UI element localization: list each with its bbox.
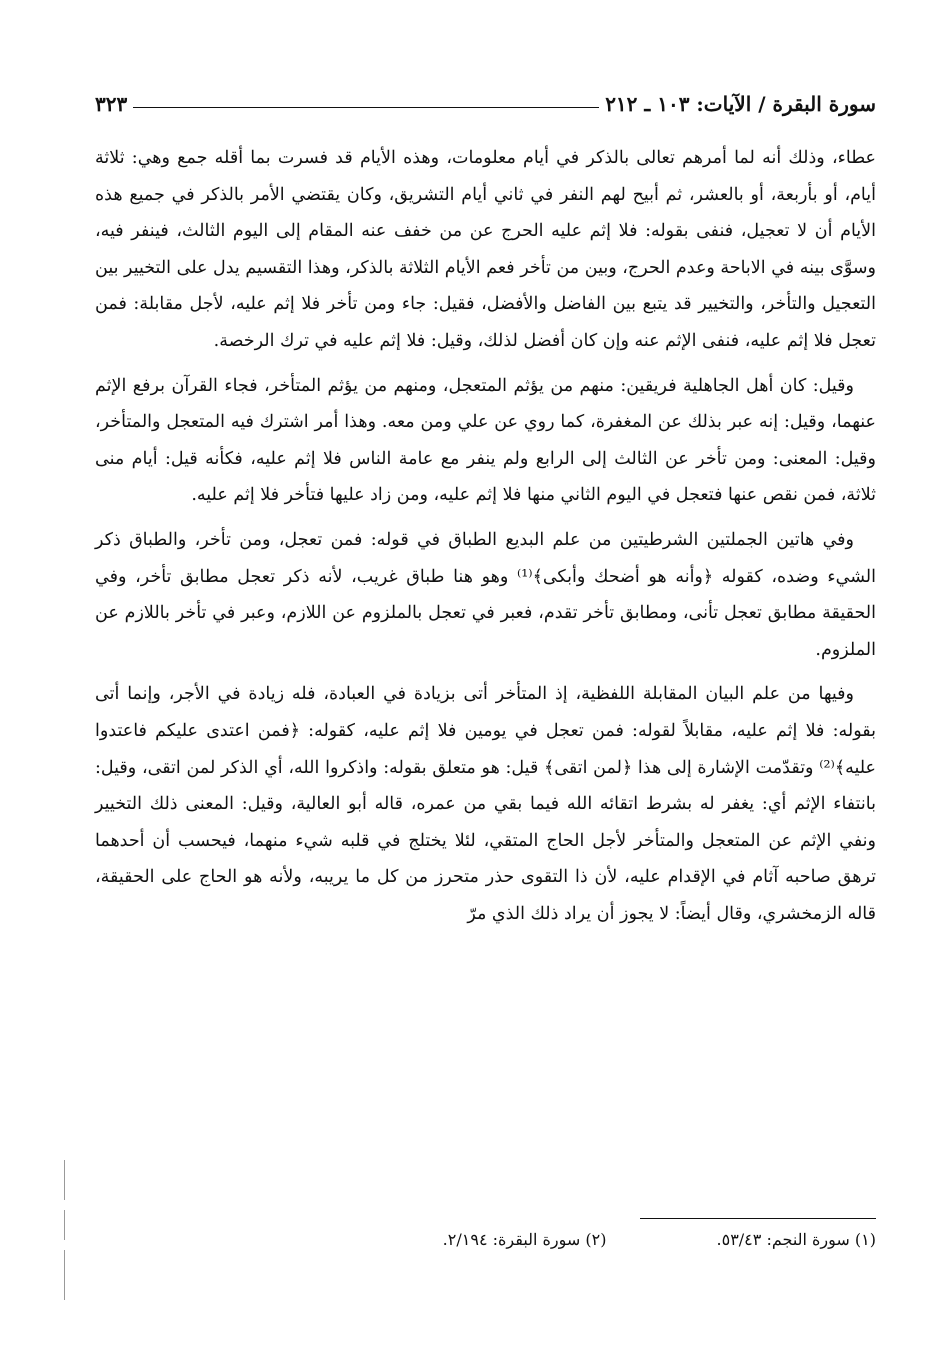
page-number: ٣٢٣ — [95, 92, 128, 116]
header-rule — [133, 107, 599, 108]
footnotes — [95, 1230, 876, 1249]
paragraph-3: وفي هاتين الجملتين الشرطيتين من علم البديع الطباق في قوله: فمن تعجل، ومن تأخر، والطباق ذكر الشيء وضده، كقوله ﴿وأنه هو أضحك وأبكى﴾⁽¹⁾ وهو هنا طباق غريب، لأنه ذكر تعجل مطابق تأخر، وفي الحقيقة مطابق تعجل تأنى، ومطابق تأخر تقدم، فعبر في تعجل بالملزوم عن اللازم، وعبر في تأخر باللازم عن الملزوم. — [95, 529, 877, 660]
footnote-rule — [640, 1218, 876, 1219]
running-header — [95, 82, 876, 116]
main-text — [95, 140, 876, 940]
header-title: سورة البقرة / الآيات: ١٠٣ ـ ٢١٢ — [605, 92, 876, 116]
footnote-1: (١) سورة النجم: ٥٣/٤٣. — [716, 1230, 876, 1249]
scan-margin-marks — [58, 1160, 70, 1340]
paragraph-1: عطاء، وذلك أنه لما أمرهم تعالى بالذكر في أيام معلومات، وهذه الأيام قد فسرت بما أقله جمع وهي: ثلاثة أيام، أو بأربعة، أو بالعشر، ثم أبيح لهم النفر في ثاني أيام التشريق، وكان يقتضي الأمر بالذكر في جميع هذه الأيام أن لا تعجيل، فنفى بقوله: فلا إثم عليه الحرج عن من خفف عنه المقام إلى اليوم الثالث، فينفر فيه، وسوَّى بينه في الاباحة وعدم الحرج، وبين من تأخر فعم الأيام الثلاثة بالذكر، وهذا التقسيم يدل على التخيير بين التعجيل والتأخر، والتخيير قد يتبع بين الفاضل والأفضل، فقيل: جاء ومن تأخر فلا إثم عليه، لأجل مقابلة: فمن تعجل فلا إثم عليه، فنفى الإثم عنه وإن كان أفضل لذلك، وقيل: فلا إثم عليه في ترك الرخصة. — [95, 148, 876, 351]
paragraph-4: وفيها من علم البيان المقابلة اللفظية، إذ المتأخر أتى بزيادة في العبادة، فله زيادة في الأجر، وإنما أتى بقوله: فلا إثم عليه، مقابلاً لقوله: فمن تعجل في يومين فلا إثم عليه، كقوله: ﴿فمن اعتدى عليكم فاعتدوا عليه﴾⁽²⁾ وتقدّمت الإشارة إلى هذا ﴿لمن اتقى﴾ قيل: هو متعلق بقوله: واذكروا الله، أي الذكر لمن اتقى، وقيل: بانتفاء الإثم أي: يغفر له بشرط اتقائه الله فيما بقي من عمره، قاله أبو العالية، وقيل: المعنى ذلك التخيير ونفي الإثم عن المتعجل والمتأخر لأجل الحاج المتقي، لئلا يختلج في قلبه شيء منهما، فيحسب أن أحدهما ترهق صاحبه آثام في الإقدام عليه، لأن ذا التقوى حذر متحرز من كل ما يريبه، ولأنه هو الحاج على الحقيقة، قاله الزمخشري، وقال أيضاً: لا يجوز أن يراد ذلك الذي مرّ — [95, 684, 876, 924]
paragraph-2: وقيل: كان أهل الجاهلية فريقين: منهم من يؤثم المتعجل، ومنهم من يؤثم المتأخر، فجاء القرآن برفع الإثم عنهما، وقيل: إنه عبر بذلك عن المغفرة، كما روي عن علي ومن معه. وهذا أمر اشترك فيه المتعجل والمتأخر، وقيل: المعنى: ومن تأخر عن الثالث إلى الرابع ولم ينفر مع عامة الناس فلا إثم عليه، فكأنه قيل: أيام منى ثلاثة، فمن نقص عنها فتعجل في اليوم الثاني منها فلا إثم عليه، ومن زاد عليها فتأخر فلا إثم عليه. — [95, 375, 876, 506]
footnote-2: (٢) سورة البقرة: ٢/١٩٤. — [442, 1230, 607, 1249]
